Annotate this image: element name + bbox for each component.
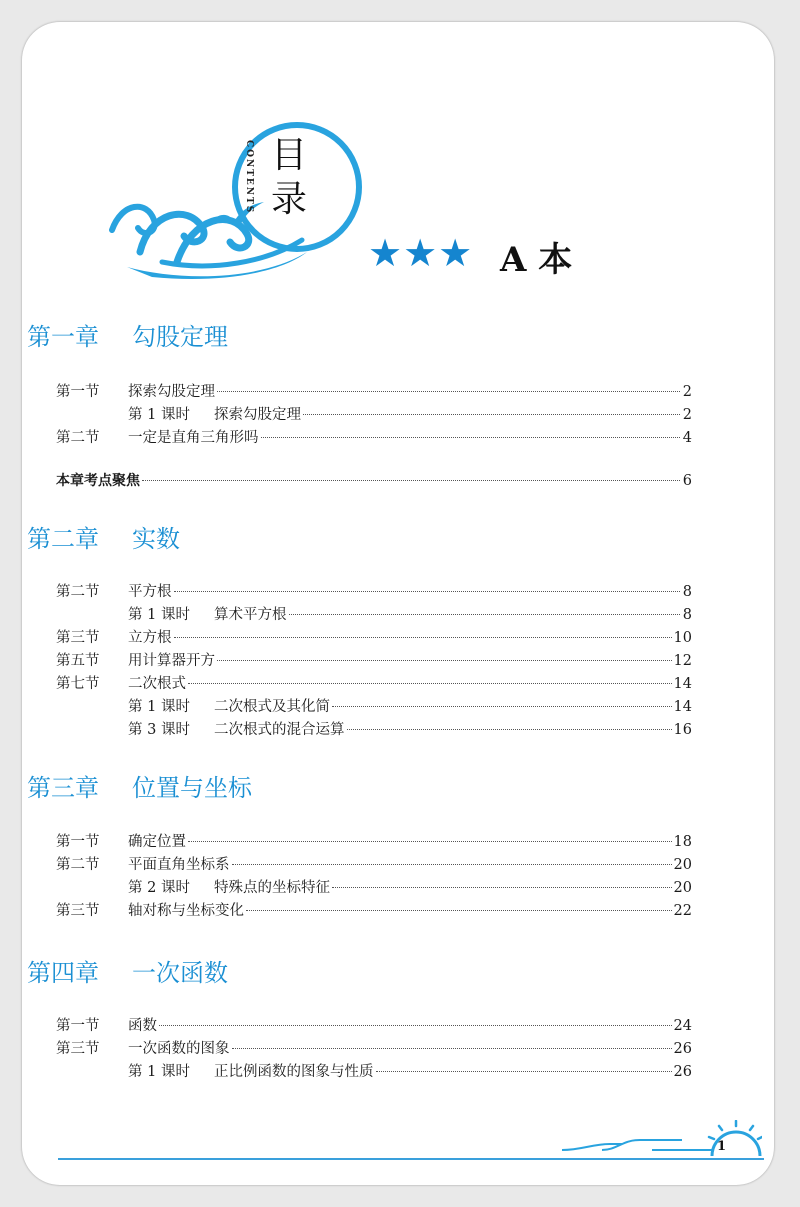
chapter-title: 实数 [132, 525, 180, 553]
chapter-title: 位置与坐标 [132, 774, 252, 802]
entry-title: 正比例函数的图象与性质 [214, 1064, 374, 1080]
section-number: 第二节 [56, 584, 100, 600]
entry-title: 函数 [128, 1018, 157, 1034]
page-number: 1 [717, 1139, 727, 1154]
difficulty-stars: ★★★ [368, 231, 474, 275]
entry-title: 二次根式及其化简 [214, 699, 330, 715]
lesson-number: 第 1 课时 [128, 407, 190, 423]
dot-leader [289, 614, 681, 615]
dot-leader [261, 437, 681, 438]
chapter-heading [27, 519, 180, 554]
section-number: 第一节 [56, 1018, 100, 1034]
dot-leader [347, 729, 672, 730]
toc-entry[interactable] [56, 718, 692, 740]
lesson-number: 第 1 课时 [128, 1064, 190, 1080]
toc-entry[interactable] [56, 1060, 692, 1082]
page-number: 4 [682, 430, 692, 446]
toc-entry[interactable] [56, 1037, 692, 1059]
entry-title: 算术平方根 [214, 607, 287, 623]
section-number: 第七节 [56, 676, 100, 692]
contents-label: CONTENTS [244, 140, 254, 215]
section-number: 第一节 [56, 384, 100, 400]
chapter-number: 第三章 [27, 774, 99, 802]
page-number: 2 [682, 407, 692, 423]
page-number: 10 [673, 630, 692, 646]
dot-leader [332, 706, 672, 707]
entry-title: 探索勾股定理 [214, 407, 301, 423]
lesson-number: 第 1 课时 [128, 699, 190, 715]
dot-leader [332, 887, 672, 888]
toc-entry[interactable] [56, 695, 692, 717]
chapter-number: 第二章 [27, 525, 99, 553]
page-number: 8 [682, 607, 692, 623]
page-number: 12 [673, 653, 692, 669]
entry-title: 本章考点聚焦 [56, 473, 140, 489]
entry-title: 二次根式的混合运算 [214, 722, 345, 738]
edition-label: A 本 [500, 240, 573, 280]
section-number: 第三节 [56, 903, 100, 919]
chapter-number: 第一章 [27, 323, 99, 351]
dot-leader [174, 591, 681, 592]
dot-leader [217, 660, 672, 661]
toc-entry[interactable] [56, 899, 692, 921]
toc-entry[interactable] [56, 830, 692, 852]
page-number: 20 [673, 857, 692, 873]
section-number: 第五节 [56, 653, 100, 669]
section-number: 第二节 [56, 857, 100, 873]
toc-entry[interactable] [56, 876, 692, 898]
page-number: 20 [673, 880, 692, 896]
dot-leader [246, 910, 672, 911]
dot-leader [376, 1071, 672, 1072]
toc-entry[interactable] [56, 403, 692, 425]
toc-entry-summary[interactable] [56, 470, 692, 492]
page-number: 18 [673, 834, 692, 850]
entry-title: 确定位置 [128, 834, 186, 850]
toc-entry[interactable] [56, 853, 692, 875]
lesson-number: 第 1 课时 [128, 607, 190, 623]
dot-leader [159, 1025, 672, 1026]
lesson-number: 第 3 课时 [128, 722, 190, 738]
page-number: 8 [682, 584, 692, 600]
section-number: 第二节 [56, 430, 100, 446]
wave-seagull-icon [92, 112, 392, 287]
entry-title: 用计算器开方 [128, 653, 215, 669]
toc-entry[interactable] [56, 426, 692, 448]
chapter-heading [27, 317, 228, 352]
chapter-number: 第四章 [27, 959, 99, 987]
chapter-title: 勾股定理 [132, 323, 228, 351]
section-number: 第三节 [56, 1041, 100, 1057]
section-number: 第三节 [56, 630, 100, 646]
page-number: 6 [682, 473, 692, 489]
dot-leader [188, 683, 672, 684]
entry-title: 立方根 [128, 630, 172, 646]
chapter-heading [27, 953, 228, 988]
entry-title: 平面直角坐标系 [128, 857, 230, 873]
page-number: 26 [673, 1041, 692, 1057]
entry-title: 一定是直角三角形吗 [128, 430, 259, 446]
dot-leader [232, 1048, 672, 1049]
entry-title: 轴对称与坐标变化 [128, 903, 244, 919]
dot-leader [188, 841, 672, 842]
toc-entry[interactable] [56, 626, 692, 648]
dot-leader [303, 414, 680, 415]
page-number: 16 [673, 722, 692, 738]
page-number: 26 [673, 1064, 692, 1080]
footer-rule [58, 1158, 764, 1160]
entry-title: 探索勾股定理 [128, 384, 215, 400]
entry-title: 一次函数的图象 [128, 1041, 230, 1057]
toc-entry[interactable] [56, 603, 692, 625]
entry-title: 二次根式 [128, 676, 186, 692]
lesson-number: 第 2 课时 [128, 880, 190, 896]
sun-wave-icon [562, 1120, 762, 1160]
dot-leader [217, 391, 680, 392]
page-number: 14 [673, 699, 692, 715]
dot-leader [174, 637, 672, 638]
entry-title: 特殊点的坐标特征 [214, 880, 330, 896]
toc-entry[interactable] [56, 380, 692, 402]
dot-leader [142, 480, 680, 481]
chapter-title: 一次函数 [132, 959, 228, 987]
page-number: 14 [673, 676, 692, 692]
chapter-heading [27, 768, 252, 803]
toc-page [22, 22, 774, 1185]
toc-entry[interactable] [56, 580, 692, 602]
toc-entry[interactable] [56, 1014, 692, 1036]
dot-leader [232, 864, 672, 865]
section-number: 第一节 [56, 834, 100, 850]
page-number: 22 [673, 903, 692, 919]
toc-entry[interactable] [56, 672, 692, 694]
page-title: 目录 [270, 135, 307, 220]
toc-entry[interactable] [56, 649, 692, 671]
entry-title: 平方根 [128, 584, 172, 600]
page-number: 24 [673, 1018, 692, 1034]
page-number: 2 [682, 384, 692, 400]
